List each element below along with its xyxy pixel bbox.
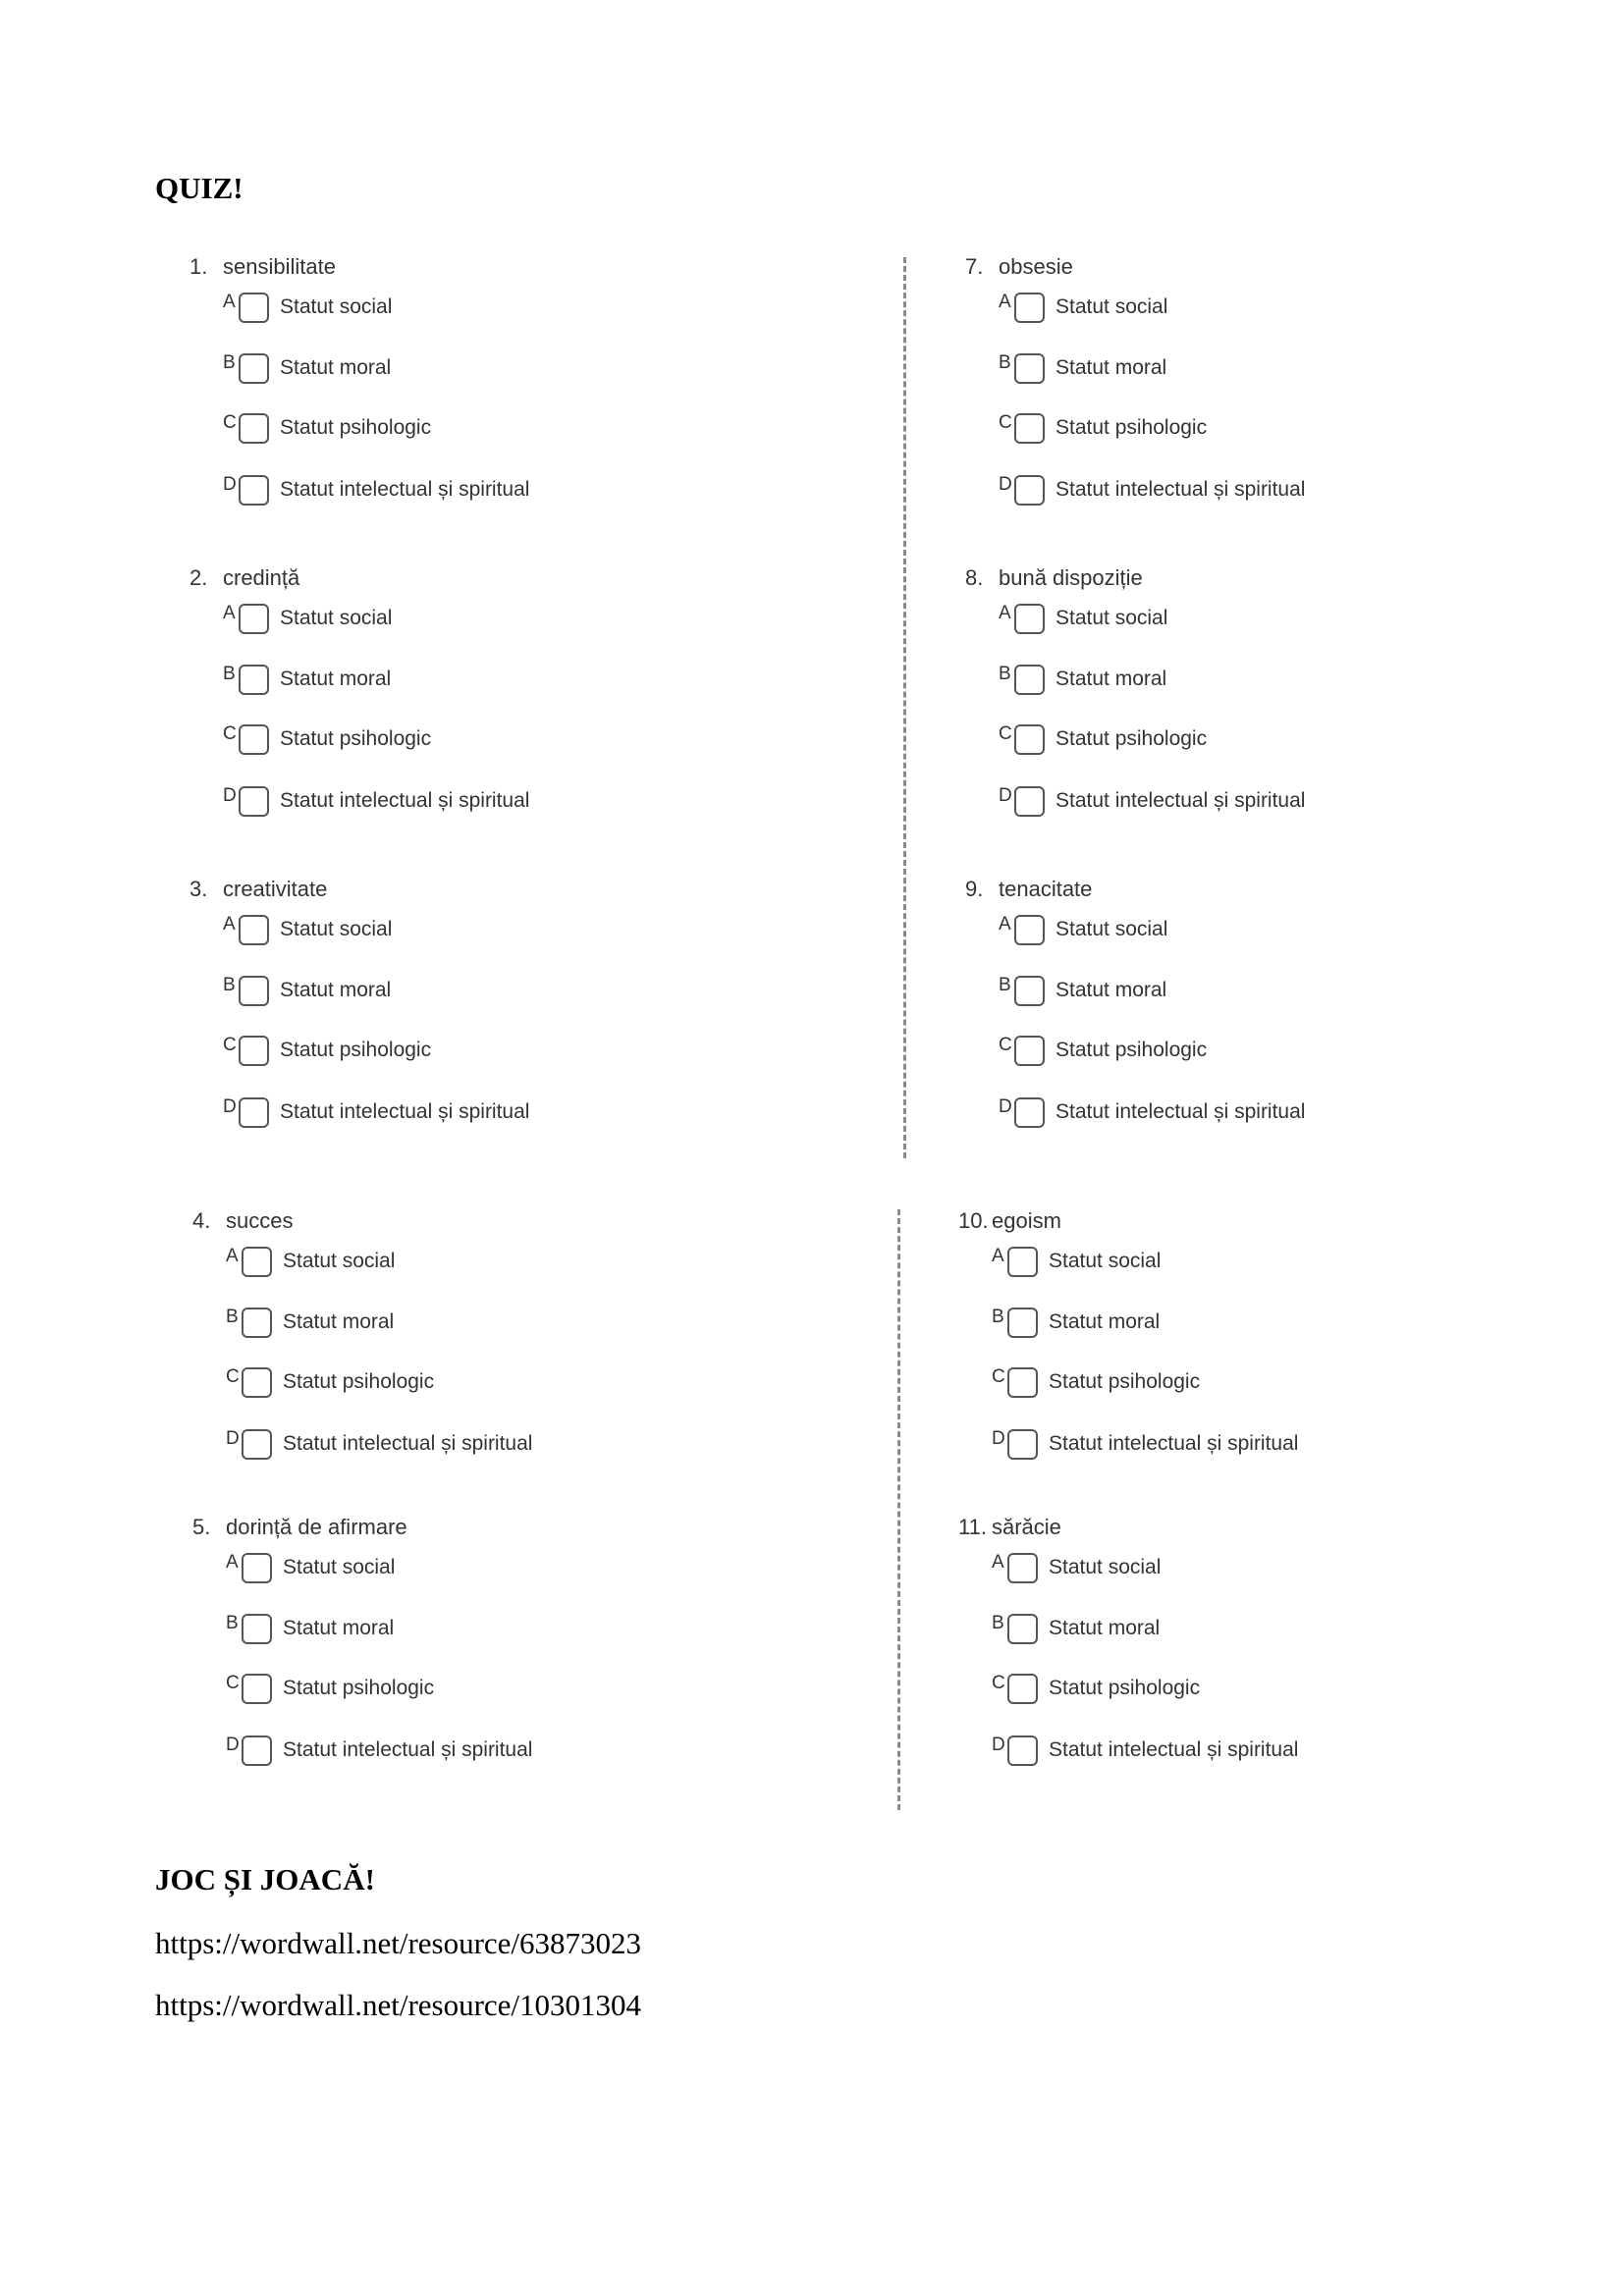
option-checkbox[interactable] [239, 353, 269, 384]
option-label: Statut intelectual și spiritual [1049, 1432, 1299, 1455]
option-checkbox[interactable] [242, 1308, 272, 1338]
option-a[interactable] [223, 912, 392, 947]
question-term: sensibilitate [223, 254, 336, 279]
question-term: bună dispoziție [999, 565, 1143, 590]
question-term: dorință de afirmare [226, 1515, 407, 1539]
option-label: Statut moral [280, 667, 392, 690]
option-b[interactable] [992, 1305, 1160, 1340]
option-d[interactable] [223, 472, 529, 507]
question-title [189, 875, 327, 904]
option-label: Statut moral [1056, 667, 1167, 690]
option-letter: B [999, 664, 1011, 684]
option-a[interactable] [992, 1244, 1161, 1279]
option-d[interactable] [223, 1095, 529, 1130]
option-a[interactable] [999, 912, 1167, 947]
option-c[interactable] [992, 1364, 1200, 1400]
option-d[interactable] [999, 1095, 1305, 1130]
option-label: Statut social [1056, 607, 1168, 629]
option-checkbox[interactable] [239, 976, 269, 1006]
question-number: 10. [958, 1208, 989, 1233]
option-checkbox[interactable] [239, 786, 269, 817]
option-d[interactable] [226, 1733, 532, 1768]
option-c[interactable] [999, 1033, 1207, 1068]
option-label: Statut intelectual și spiritual [1056, 1100, 1306, 1123]
option-a[interactable] [226, 1244, 395, 1279]
option-checkbox[interactable] [1014, 724, 1045, 755]
option-d[interactable] [226, 1426, 532, 1462]
option-letter: A [992, 1552, 1004, 1573]
option-letter: D [223, 474, 237, 495]
option-letter: A [999, 914, 1011, 934]
option-label: Statut moral [283, 1617, 395, 1639]
option-d[interactable] [999, 783, 1305, 819]
option-label: Statut social [283, 1250, 396, 1272]
question-title [192, 1206, 293, 1236]
option-checkbox[interactable] [239, 604, 269, 634]
question-number: 7. [965, 254, 984, 279]
option-b[interactable] [223, 662, 391, 697]
option-checkbox[interactable] [1007, 1367, 1038, 1398]
option-checkbox[interactable] [1014, 293, 1045, 323]
option-letter: A [226, 1552, 239, 1573]
option-d[interactable] [223, 783, 529, 819]
option-label: Statut moral [1056, 979, 1167, 1001]
option-checkbox[interactable] [1007, 1308, 1038, 1338]
question-term: creativitate [223, 877, 328, 901]
option-letter: C [226, 1673, 240, 1693]
option-label: Statut psihologic [283, 1677, 435, 1699]
option-letter: B [999, 352, 1011, 373]
option-letter: B [226, 1307, 239, 1327]
option-letter: D [223, 785, 237, 806]
question-number: 3. [189, 877, 208, 901]
option-checkbox[interactable] [239, 1097, 269, 1128]
option-checkbox[interactable] [1014, 665, 1045, 695]
option-label: Statut psihologic [1049, 1370, 1201, 1393]
option-b[interactable] [992, 1611, 1160, 1646]
option-label: Statut social [1049, 1556, 1162, 1578]
option-letter: C [992, 1366, 1005, 1387]
option-b[interactable] [223, 973, 391, 1008]
option-letter: D [992, 1735, 1005, 1755]
question-number: 2. [189, 565, 208, 590]
option-label: Statut intelectual și spiritual [283, 1738, 533, 1761]
option-b[interactable] [999, 662, 1166, 697]
question-title [965, 252, 1073, 282]
option-letter: C [226, 1366, 240, 1387]
column-divider-bottom [897, 1209, 900, 1810]
option-label: Statut moral [1056, 356, 1167, 379]
option-label: Statut intelectual și spiritual [1056, 478, 1306, 501]
option-letter: A [999, 603, 1011, 623]
option-c[interactable] [999, 721, 1207, 757]
option-letter: C [999, 723, 1012, 744]
option-c[interactable] [992, 1671, 1200, 1706]
option-label: Statut moral [1049, 1617, 1161, 1639]
option-checkbox[interactable] [1014, 353, 1045, 384]
option-checkbox[interactable] [1014, 976, 1045, 1006]
option-b[interactable] [226, 1305, 394, 1340]
option-c[interactable] [223, 721, 431, 757]
option-letter: D [999, 474, 1012, 495]
option-checkbox[interactable] [239, 1036, 269, 1066]
option-label: Statut social [1056, 295, 1168, 318]
option-a[interactable] [226, 1550, 395, 1585]
option-label: Statut psihologic [1056, 416, 1208, 439]
question-title [958, 1513, 1061, 1542]
option-checkbox[interactable] [242, 1429, 272, 1460]
option-letter: D [999, 1096, 1012, 1117]
option-label: Statut moral [280, 356, 392, 379]
option-checkbox[interactable] [242, 1735, 272, 1766]
option-a[interactable] [223, 601, 392, 636]
question-title [958, 1206, 1061, 1236]
option-checkbox[interactable] [1007, 1674, 1038, 1704]
option-letter: C [999, 1035, 1012, 1055]
option-checkbox[interactable] [1007, 1735, 1038, 1766]
option-checkbox[interactable] [239, 413, 269, 444]
option-checkbox[interactable] [242, 1247, 272, 1277]
option-letter: B [223, 352, 236, 373]
option-letter: D [226, 1428, 240, 1449]
option-label: Statut intelectual și spiritual [280, 478, 530, 501]
option-letter: B [992, 1307, 1004, 1327]
wordwall-link-1[interactable]: https://wordwall.net/resource/63873023 [155, 1926, 642, 1960]
wordwall-link-2[interactable]: https://wordwall.net/resource/10301304 [155, 1988, 642, 2022]
option-letter: A [223, 603, 236, 623]
option-b[interactable] [999, 350, 1166, 386]
option-c[interactable] [223, 1033, 431, 1068]
option-checkbox[interactable] [1014, 475, 1045, 506]
option-checkbox[interactable] [1014, 413, 1045, 444]
quiz-heading: QUIZ! [155, 171, 244, 205]
option-label: Statut moral [1049, 1310, 1161, 1333]
option-letter: C [223, 723, 237, 744]
option-b[interactable] [999, 973, 1166, 1008]
option-checkbox[interactable] [239, 724, 269, 755]
question-term: obsesie [999, 254, 1073, 279]
option-letter: C [223, 412, 237, 433]
option-label: Statut psihologic [1056, 727, 1208, 750]
option-label: Statut psihologic [280, 1039, 432, 1061]
question-term: succes [226, 1208, 294, 1233]
question-term: egoism [992, 1208, 1061, 1233]
option-checkbox[interactable] [1007, 1429, 1038, 1460]
option-letter: C [999, 412, 1012, 433]
option-label: Statut intelectual și spiritual [1056, 789, 1306, 812]
option-label: Statut social [283, 1556, 396, 1578]
option-d[interactable] [992, 1426, 1298, 1462]
option-label: Statut intelectual și spiritual [283, 1432, 533, 1455]
option-label: Statut social [280, 607, 393, 629]
option-checkbox[interactable] [1014, 1097, 1045, 1128]
option-letter: D [223, 1096, 237, 1117]
question-term: sărăcie [992, 1515, 1061, 1539]
option-checkbox[interactable] [239, 293, 269, 323]
option-label: Statut intelectual și spiritual [280, 1100, 530, 1123]
option-checkbox[interactable] [242, 1553, 272, 1583]
option-label: Statut psihologic [1056, 1039, 1208, 1061]
option-label: Statut psihologic [280, 416, 432, 439]
option-c[interactable] [999, 410, 1207, 446]
question-term: tenacitate [999, 877, 1093, 901]
option-letter: A [226, 1246, 239, 1266]
option-c[interactable] [223, 410, 431, 446]
option-checkbox[interactable] [1007, 1553, 1038, 1583]
option-letter: C [992, 1673, 1005, 1693]
option-label: Statut intelectual și spiritual [280, 789, 530, 812]
option-checkbox[interactable] [239, 915, 269, 945]
option-letter: B [999, 975, 1011, 995]
option-label: Statut psihologic [280, 727, 432, 750]
option-d[interactable] [999, 472, 1305, 507]
option-d[interactable] [992, 1733, 1298, 1768]
question-title [192, 1513, 407, 1542]
option-label: Statut psihologic [283, 1370, 435, 1393]
question-term: credință [223, 565, 300, 590]
option-letter: A [223, 914, 236, 934]
option-letter: B [223, 975, 236, 995]
option-letter: A [999, 292, 1011, 312]
option-c[interactable] [226, 1671, 434, 1706]
option-a[interactable] [999, 601, 1167, 636]
question-title [965, 875, 1092, 904]
option-label: Statut moral [283, 1310, 395, 1333]
option-label: Statut social [1056, 918, 1168, 940]
option-b[interactable] [223, 350, 391, 386]
option-checkbox[interactable] [242, 1674, 272, 1704]
option-c[interactable] [226, 1364, 434, 1400]
option-checkbox[interactable] [1007, 1614, 1038, 1644]
option-label: Statut social [280, 295, 393, 318]
question-number: 4. [192, 1208, 211, 1233]
option-checkbox[interactable] [1007, 1247, 1038, 1277]
option-a[interactable] [999, 290, 1167, 325]
option-label: Statut moral [280, 979, 392, 1001]
question-number: 1. [189, 254, 208, 279]
option-letter: B [226, 1613, 239, 1633]
question-number: 8. [965, 565, 984, 590]
option-checkbox[interactable] [242, 1367, 272, 1398]
option-letter: D [226, 1735, 240, 1755]
option-a[interactable] [992, 1550, 1161, 1585]
option-letter: D [992, 1428, 1005, 1449]
option-checkbox[interactable] [1014, 786, 1045, 817]
option-letter: B [992, 1613, 1004, 1633]
option-a[interactable] [223, 290, 392, 325]
option-label: Statut social [1049, 1250, 1162, 1272]
option-label: Statut social [280, 918, 393, 940]
option-letter: D [999, 785, 1012, 806]
question-number: 11. [958, 1515, 987, 1539]
option-letter: B [223, 664, 236, 684]
option-checkbox[interactable] [1014, 915, 1045, 945]
option-checkbox[interactable] [239, 475, 269, 506]
option-letter: C [223, 1035, 237, 1055]
option-label: Statut intelectual și spiritual [1049, 1738, 1299, 1761]
option-checkbox[interactable] [1014, 604, 1045, 634]
question-number: 5. [192, 1515, 211, 1539]
question-title [189, 563, 299, 593]
question-title [189, 252, 336, 282]
option-letter: A [223, 292, 236, 312]
column-divider-top [903, 257, 906, 1158]
game-heading: JOC ȘI JOACĂ! [155, 1862, 375, 1896]
option-letter: A [992, 1246, 1004, 1266]
option-label: Statut psihologic [1049, 1677, 1201, 1699]
option-checkbox[interactable] [1014, 1036, 1045, 1066]
question-title [965, 563, 1143, 593]
question-number: 9. [965, 877, 984, 901]
option-checkbox[interactable] [239, 665, 269, 695]
option-b[interactable] [226, 1611, 394, 1646]
option-checkbox[interactable] [242, 1614, 272, 1644]
